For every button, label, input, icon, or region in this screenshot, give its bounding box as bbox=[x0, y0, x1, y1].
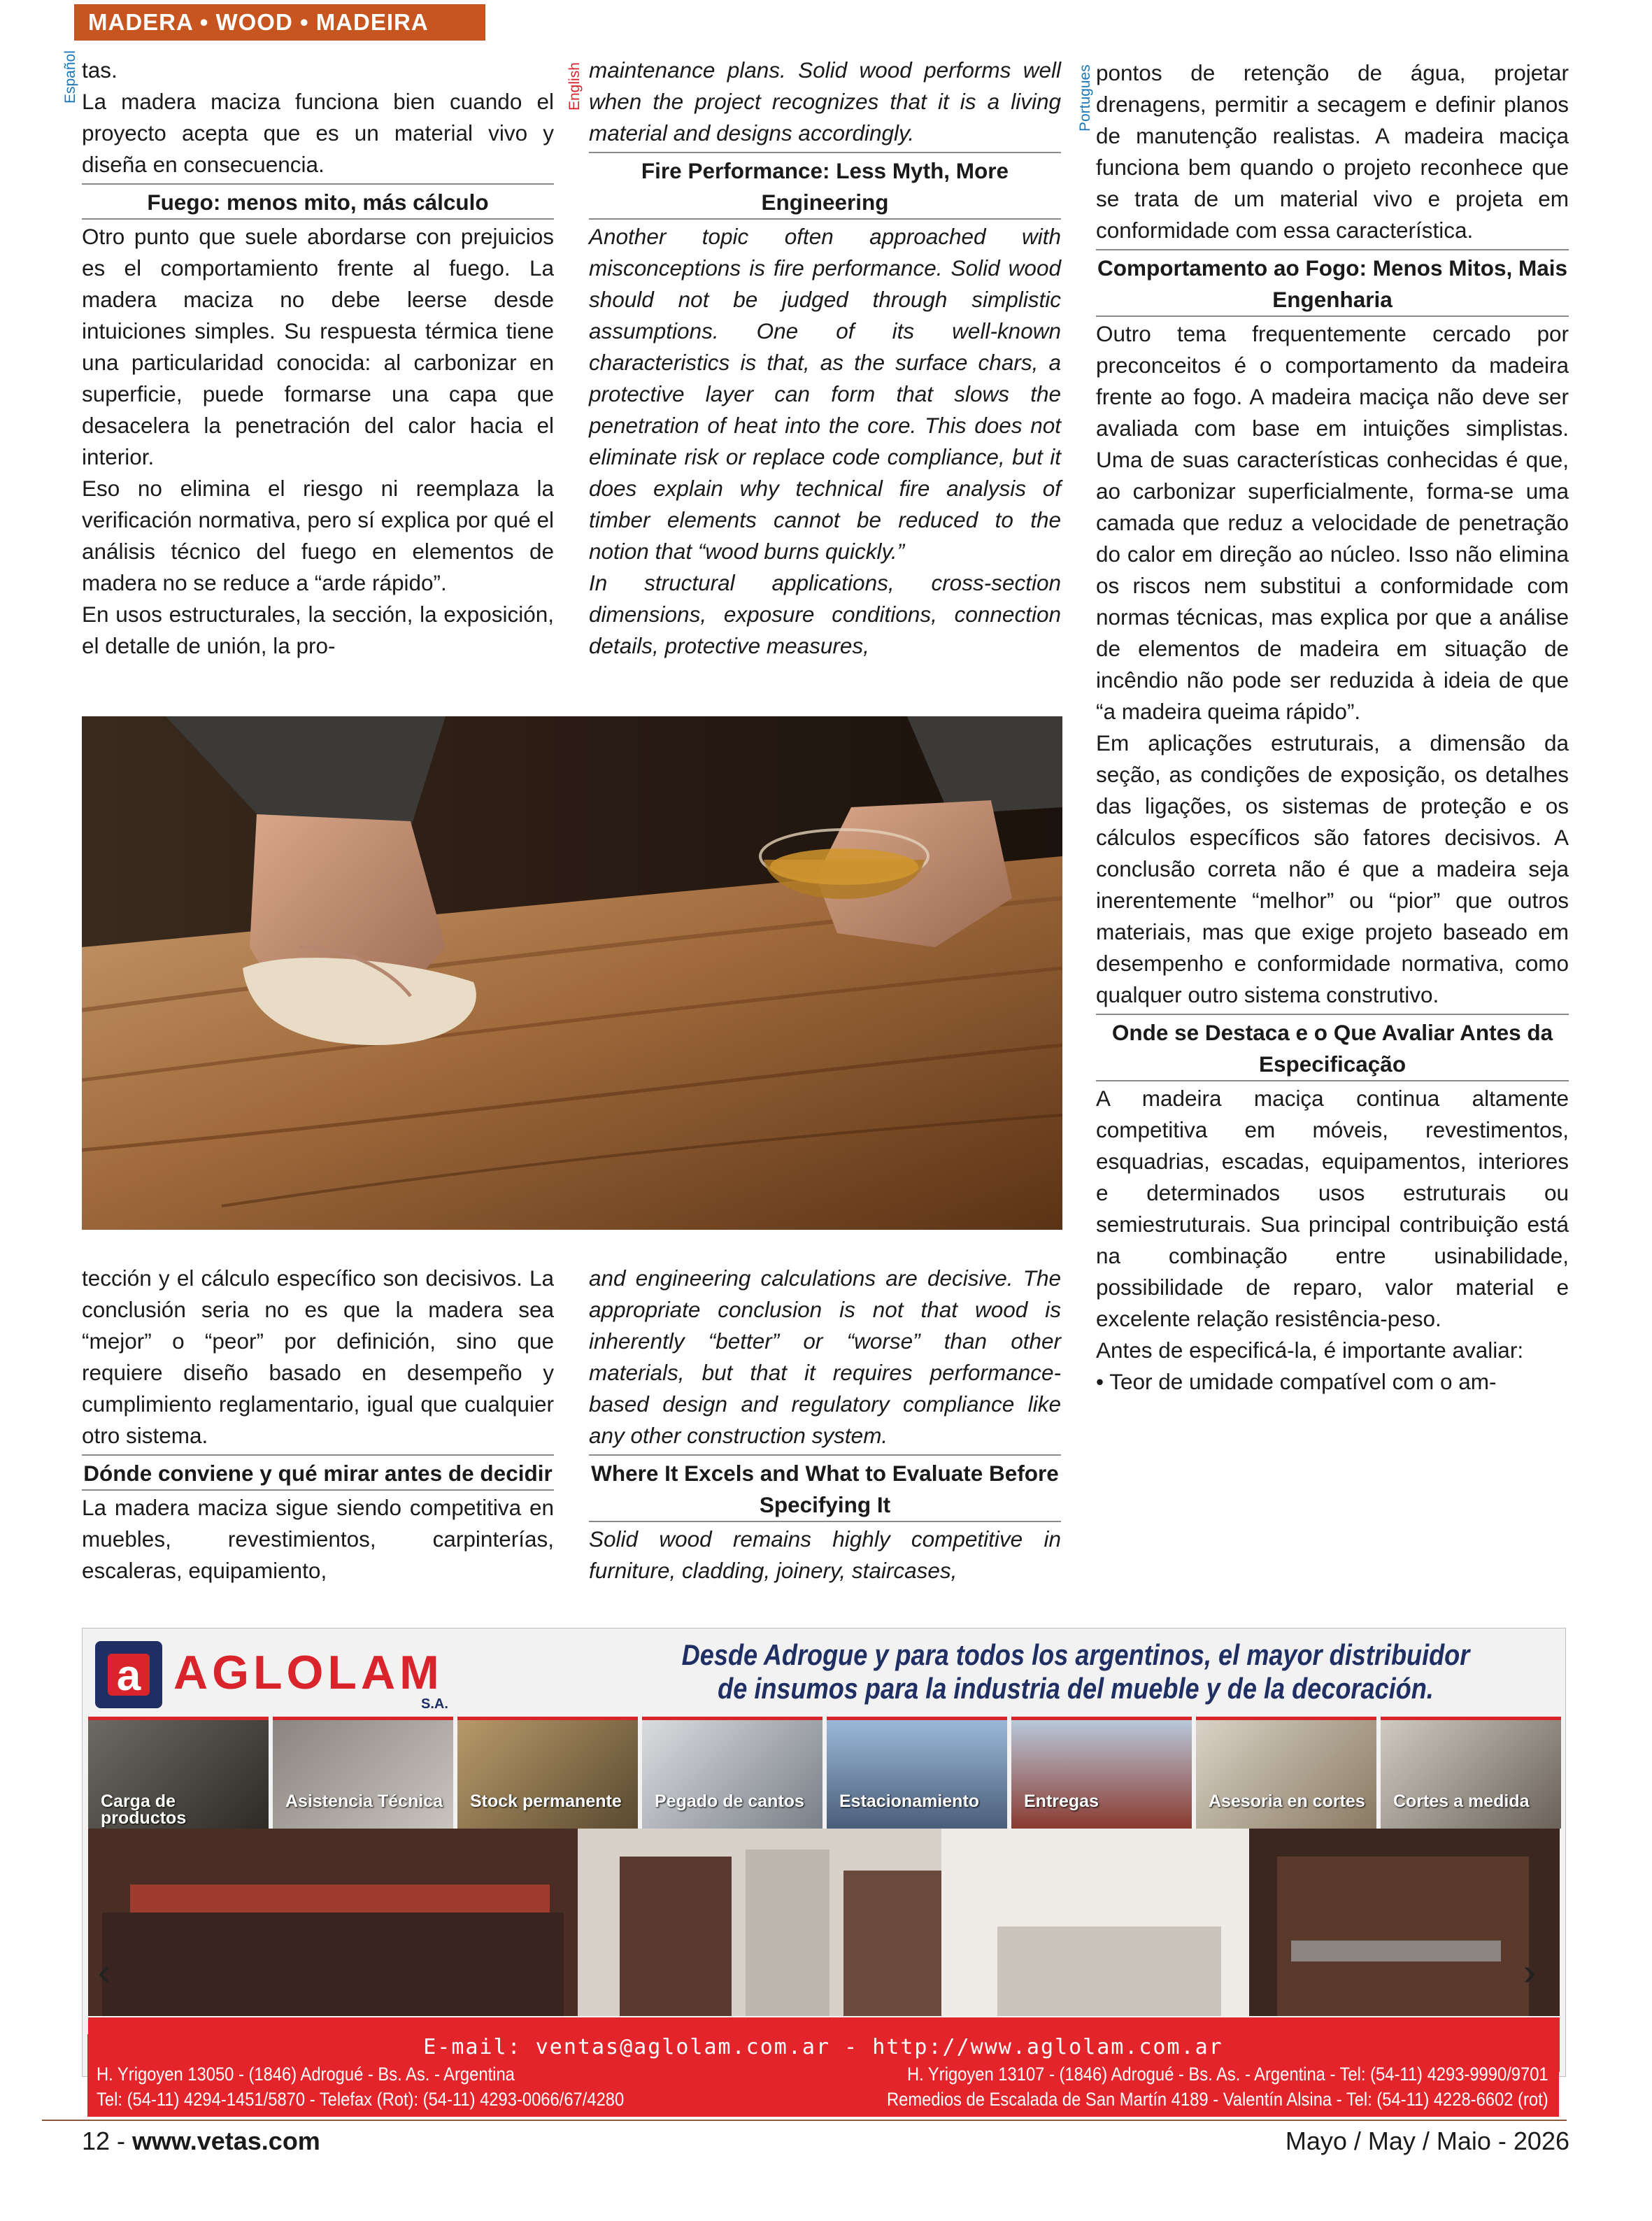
thumbnail-cortes[interactable] bbox=[1381, 1717, 1561, 1829]
thumbnail-label: Estacionamiento bbox=[839, 1791, 980, 1811]
thumbnail-label: Pegado de cantos bbox=[655, 1791, 804, 1811]
language-label-en: English bbox=[567, 62, 583, 111]
svg-text:a: a bbox=[116, 1652, 141, 1700]
divider bbox=[589, 218, 1061, 220]
divider bbox=[1096, 1080, 1569, 1081]
divider bbox=[82, 218, 554, 220]
paragraph: tección y el cálculo específico son decisivos. La conclusión seria no es que la madera sea “mejor” o “peor” por definición, sino que requiere diseño basado en desempeño y cumplimiento reglamentario, igual que cualquier otro sistema. bbox=[82, 1265, 554, 1448]
thumbnail-label: Stock permanente bbox=[470, 1791, 622, 1811]
ad-contact-bar[interactable] bbox=[87, 2034, 1559, 2061]
paragraph: pontos de retenção de água, projetar drenagens, permitir a secagem e definir planos de manutenção realistas. A madeira maciça funciona bem quando o projeto reconhece que se trata de um material vivo e projeta em conformidade com essa característica. bbox=[1096, 60, 1569, 243]
column-pt bbox=[1096, 57, 1569, 1398]
divider bbox=[1096, 315, 1569, 317]
ad-address-right-2: Remedios de Escalada de San Martín 4189 - Valentín Alsina - Tel: (54-11) 4228-6602 (rot) bbox=[887, 2089, 1548, 2110]
thumbnail-asistencia[interactable] bbox=[273, 1717, 453, 1829]
divider bbox=[82, 1489, 554, 1491]
issue-date: Mayo / May / Maio - 2026 bbox=[1285, 2127, 1569, 2155]
chevron-left-icon[interactable]: ‹ bbox=[98, 1951, 111, 1993]
thumbnail-label: Entregas bbox=[1024, 1791, 1099, 1811]
slogan-line: Desde Adrogue y para todos los argentinos, el mayor distribuidor bbox=[681, 1638, 1470, 1671]
site-link[interactable]: www.vetas.com bbox=[132, 2127, 320, 2155]
thumbnail-label: Cortes a medida bbox=[1393, 1791, 1530, 1811]
thumbnail-pegado[interactable] bbox=[642, 1717, 823, 1829]
column-en-bottom bbox=[589, 1263, 1061, 1587]
column-es-top bbox=[82, 55, 554, 662]
section-heading: Fuego: menos mito, más cálculo bbox=[147, 190, 489, 215]
thumbnail-asesoria[interactable] bbox=[1196, 1717, 1376, 1829]
article-photo bbox=[82, 716, 1062, 1230]
ad-address-left-1: H. Yrigoyen 13050 - (1846) Adrogué - Bs. As. - Argentina bbox=[97, 2064, 515, 2085]
paragraph: A madeira maciça continua altamente competitiva em móveis, revestimentos, esquadrias, escadas, equipamentos, interiores e determinados usos estruturais ou semiestruturais. Sua principal contribuição está na combinação entre usinabilidade, possibilidade de reparo, valor material e excelente relação resistência-peso. bbox=[1096, 1086, 1569, 1331]
language-label-es: Español bbox=[62, 50, 78, 104]
paragraph: La madera maciza sigue siendo competitiva en muebles, revestimientos, carpinterías, escaleras, equipamiento, bbox=[82, 1495, 554, 1583]
paragraph: Otro punto que suele abordarse con prejuicios es el comportamiento frente al fuego. La madera maciza no debe leerse desde intuiciones simples. Su respuesta térmica tiene una particularidad conocida: al carbonizar en superficie, puede formarse una capa que desacelera la penetración del calor hacia el interior. bbox=[82, 224, 554, 469]
ad-contact-text: E-mail: ventas@aglolam.com.ar - http://www.aglolam.com.ar bbox=[423, 2035, 1223, 2059]
column-en-top bbox=[589, 55, 1061, 662]
section-heading: Where It Excels and What to Evaluate Before Specifying It bbox=[591, 1461, 1059, 1517]
paragraph: Em aplicações estruturais, a dimensão da seção, as condições de exposição, os detalhes das ligações, os sistemas de proteção e os cálculos específicos são fatores decisivos. A conclusão correta não é que a madeira seja inerentemente “melhor” ou “pior” que outros materiais, mas que exige projeto baseado em desempenho e conformidade normativa, como qualquer outro sistema construtivo. bbox=[1096, 730, 1569, 1007]
thumbnail-entregas[interactable] bbox=[1011, 1717, 1192, 1829]
advertisement[interactable] bbox=[82, 1628, 1566, 2077]
section-heading: Dónde conviene y qué mirar antes de decidir bbox=[83, 1461, 553, 1486]
paragraph: En usos estructurales, la sección, la exposición, el detalle de unión, la pro- bbox=[82, 602, 554, 658]
svg-text:S.A.: S.A. bbox=[421, 1696, 448, 1712]
thumbnail-estacionamiento[interactable] bbox=[827, 1717, 1007, 1829]
paragraph: maintenance plans. Solid wood performs well when the project recognizes that it is a living material and designs accordingly. bbox=[589, 57, 1061, 146]
section-heading: Comportamento ao Fogo: Menos Mitos, Mais Engenharia bbox=[1097, 255, 1567, 312]
ad-slogan bbox=[667, 1638, 1485, 1705]
divider bbox=[589, 1454, 1061, 1456]
paragraph: Eso no elimina el riesgo ni reemplaza la verificación normativa, pero sí explica por qué el análisis técnico del fuego en elementos de madera no se reduce a “arde rápido”. bbox=[82, 476, 554, 595]
paragraph: and engineering calculations are decisive. The appropriate conclusion is not that wood is inherently “better” or “worse” than other materials, but that it requires performance-based design and regulatory compliance like any other construction system. bbox=[589, 1265, 1061, 1448]
folio-separator: - bbox=[110, 2127, 133, 2155]
thumbnail-stock[interactable] bbox=[457, 1717, 638, 1829]
divider bbox=[589, 152, 1061, 153]
divider bbox=[82, 1454, 554, 1456]
ad-address-right-1: H. Yrigoyen 13107 - (1846) Adrogué - Bs. As. - Argentina - Tel: (54-11) 4293-9990/9701 bbox=[907, 2064, 1548, 2085]
divider bbox=[589, 1521, 1061, 1522]
section-heading: Fire Performance: Less Myth, More Engineering bbox=[641, 158, 1009, 215]
divider bbox=[82, 183, 554, 185]
thumbnail-label: Asesoria en cortes bbox=[1209, 1791, 1365, 1811]
paragraph: • Teor de umidade compatível com o am- bbox=[1096, 1369, 1497, 1394]
thumbnail-label: Carga de productos bbox=[101, 1791, 187, 1828]
aglolam-logo bbox=[92, 1637, 470, 1714]
divider bbox=[1096, 249, 1569, 250]
footer-divider bbox=[42, 2120, 1567, 2121]
section-heading: Onde se Destaca e o Que Avaliar Antes da Especificação bbox=[1111, 1020, 1553, 1077]
thumbnail-label: Asistencia Técnica bbox=[285, 1791, 443, 1811]
thumbnail-carga[interactable] bbox=[88, 1717, 269, 1829]
paragraph: tas. bbox=[82, 57, 118, 83]
paragraph: Antes de especificá-la, é importante avaliar: bbox=[1096, 1337, 1524, 1363]
page-folio bbox=[82, 2127, 320, 2156]
service-thumbnails bbox=[88, 1717, 1557, 1829]
slogan-line: de insumos para la industria del mueble y de la decoración. bbox=[718, 1672, 1434, 1705]
ad-address-left-2: Tel: (54-11) 4294-1451/5870 - Telefax (Rot): (54-11) 4293-0066/67/4280 bbox=[97, 2089, 625, 2110]
paragraph: Outro tema frequentemente cercado por preconceitos é o comportamento da madeira frente ao fogo. A madeira maciça não deve ser avaliada com base em intuições simplistas. Uma de suas características conhecidas é que, ao carbonizar superficialmente, forma-se uma camada que reduz a velocidade de penetração do calor em direção ao núcleo. Isso não elimina os riscos nem substitui a conformidade com normas técnicas, mas explica por que a análise de elementos de madeira em situação de incêndio não pode ser reduzida à ideia de que “a madeira queima rápido”. bbox=[1096, 321, 1569, 724]
kitchen-photo bbox=[88, 1829, 1560, 2016]
page-number: 12 bbox=[82, 2127, 111, 2155]
section-tag: MADERA • WOOD • MADEIRA bbox=[74, 4, 485, 41]
column-es-bottom bbox=[82, 1263, 554, 1587]
paragraph: Solid wood remains highly competitive in furniture, cladding, joinery, staircases, bbox=[589, 1526, 1061, 1583]
paragraph: La madera maciza funciona bien cuando el proyecto acepta que es un material vivo y diseña en consecuencia. bbox=[82, 89, 554, 177]
svg-text:AGLOLAM: AGLOLAM bbox=[173, 1646, 443, 1699]
chevron-right-icon[interactable]: › bbox=[1523, 1951, 1536, 1993]
language-label-pt: Portugues bbox=[1077, 64, 1093, 132]
paragraph: In structural applications, cross-section dimensions, exposure conditions, connection details, protective measures, bbox=[589, 570, 1061, 658]
paragraph: Another topic often approached with misconceptions is fire performance. Solid wood should not be judged through simplistic assumptions. One of its well-known characteristics is that, as the surface chars, a protective layer can form that slows the penetration of heat into the core. This does not eliminate risk or replace code compliance, but it does explain why technical fire analysis of timber elements cannot be reduced to the notion that “wood burns quickly.” bbox=[589, 224, 1061, 564]
divider bbox=[1096, 1014, 1569, 1015]
